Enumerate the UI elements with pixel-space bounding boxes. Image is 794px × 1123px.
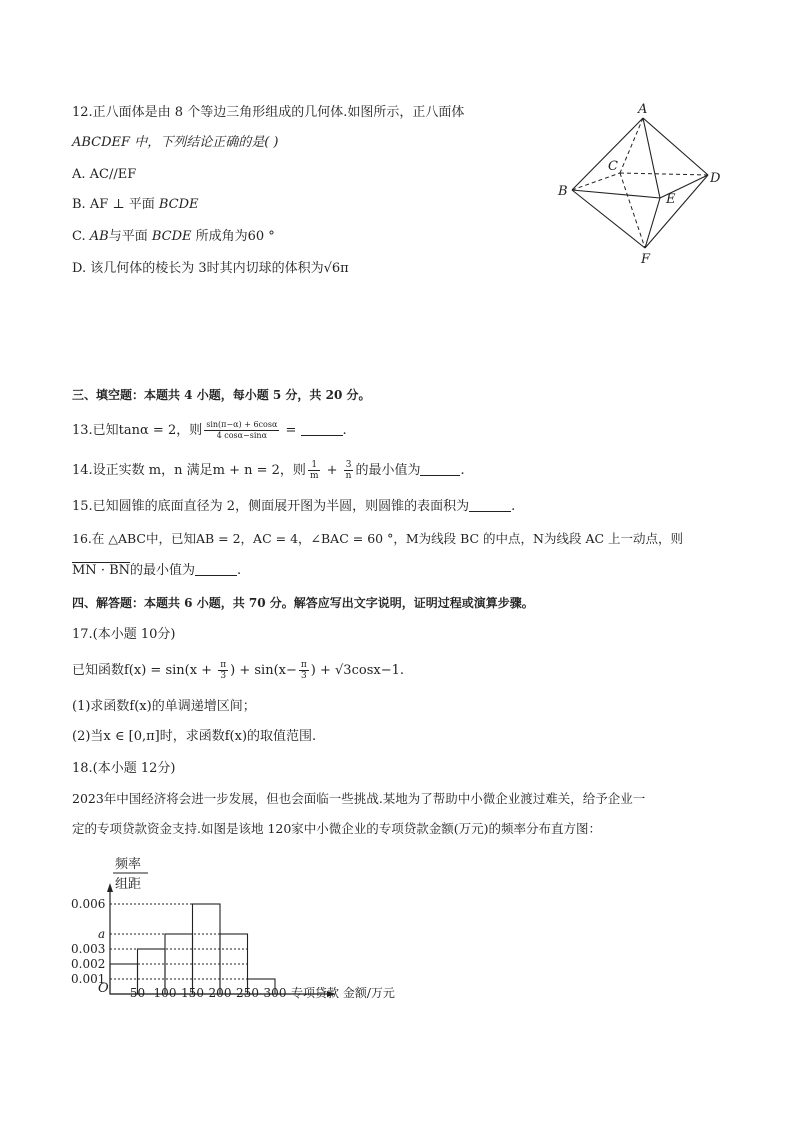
label-e: E (666, 192, 676, 207)
y-tick-label: 0.006 (71, 897, 106, 911)
q12-option-d: D. 该几何体的棱长为 3时其内切球的体积为√6π (72, 261, 349, 276)
frequency-histogram (68, 850, 438, 1005)
label-f: F (641, 252, 651, 267)
x-tick-label: 200 (208, 986, 232, 1000)
q12-line2: ABCDEF 中，下列结论正确的是( ) (72, 135, 279, 150)
origin-label: O (98, 981, 109, 996)
y-tick-label: 0.001 (71, 972, 106, 986)
q12-option-b: B. AF ⊥ 平面 BCDE (72, 197, 199, 212)
x-tick-label: 100 (153, 986, 177, 1000)
q12-line1: 12.正八面体是由 8 个等边三角形组成的几何体.如图所示，正八面体 (72, 105, 465, 120)
q14-answer-blank (420, 462, 460, 476)
y-tick-label: a (98, 927, 106, 941)
x-tick-label: 150 (181, 986, 204, 1000)
q18-heading: 18.(本小题 12分) (72, 761, 176, 776)
y-axis-label-denominator: 组距 (115, 877, 142, 892)
q13-answer-blank (301, 422, 343, 436)
q18-line2: 定的专项贷款资金支持.如图是该地 120家中小微企业的专项贷款金额(万元)的频率分布直方图： (72, 821, 602, 836)
q17-part1: (1)求函数f(x)的单调递增区间； (72, 699, 256, 714)
x-tick-label: 250 (236, 986, 259, 1000)
section-3-heading: 三、填空题：本题共 4 小题，每小题 5 分，共 20 分。 (72, 388, 371, 402)
y-tick-label: 0.003 (71, 942, 106, 956)
q14: 14.设正实数 m，n 满足m + n = 2，则 $\frac{1}{m}$ + $\frac{3}{n}$ 的最小值为 . (72, 460, 465, 481)
q12-option-a: A. AC//EF (72, 167, 137, 182)
label-d: D (710, 171, 721, 186)
q17-part2: (2)当x ∈ [0,π]时，求函数f(x)的取值范围. (72, 729, 317, 744)
label-c: C (608, 159, 618, 174)
x-tick-label: 300 (263, 986, 287, 1000)
y-tick-label: 0.002 (71, 957, 106, 971)
x-axis-label: 专项贷款 金额/万元 (291, 986, 395, 1000)
q13: 13.已知tanα = 2，则 $\frac{\sin(\pi-\alpha) + 6\cos\alpha}{4 \cos\alpha-\sin\alpha}$ = . (72, 420, 347, 440)
octahedron-figure (550, 100, 730, 270)
q15-answer-blank (469, 498, 511, 512)
y-axis-label-numerator: 频率 (115, 857, 142, 872)
q17-heading: 17.(本小题 10分) (72, 627, 176, 642)
q18-line1: 2023年中国经济将会进一步发展，但也会面临一些挑战.某地为了帮助中小微企业渡过难关，给予企业一 (72, 791, 646, 806)
q12-option-c: C. AB与平面 BCDE 所成角为60 ° (72, 229, 275, 244)
q16-answer-blank (195, 562, 237, 576)
y-axis-arrow (107, 883, 113, 892)
label-b: B (558, 184, 568, 199)
label-a: A (638, 102, 648, 117)
x-tick-label: 50 (129, 986, 146, 1000)
section-4-heading: 四、解答题：本题共 6 小题，共 70 分。解答应写出文字说明，证明过程或演算步骤。 (72, 596, 534, 610)
q17-function: 已知函数f(x) = sin(x + $\frac{\pi}{3}$ ) + sin(x− $\frac{\pi}{3}$ ) + √3cosx−1. (72, 660, 404, 681)
q16-line2: MN · BN的最小值为 . (72, 563, 242, 578)
q15: 15.已知圆锥的底面直径为 2，侧面展开图为半圆，则圆锥的表面积为 . (72, 499, 516, 514)
q16-line1: 16.在 △ABC中，已知AB = 2，AC = 4，∠BAC = 60 °，M为线段 BC 的中点，N为线段 AC 上一动点，则 (72, 531, 684, 546)
